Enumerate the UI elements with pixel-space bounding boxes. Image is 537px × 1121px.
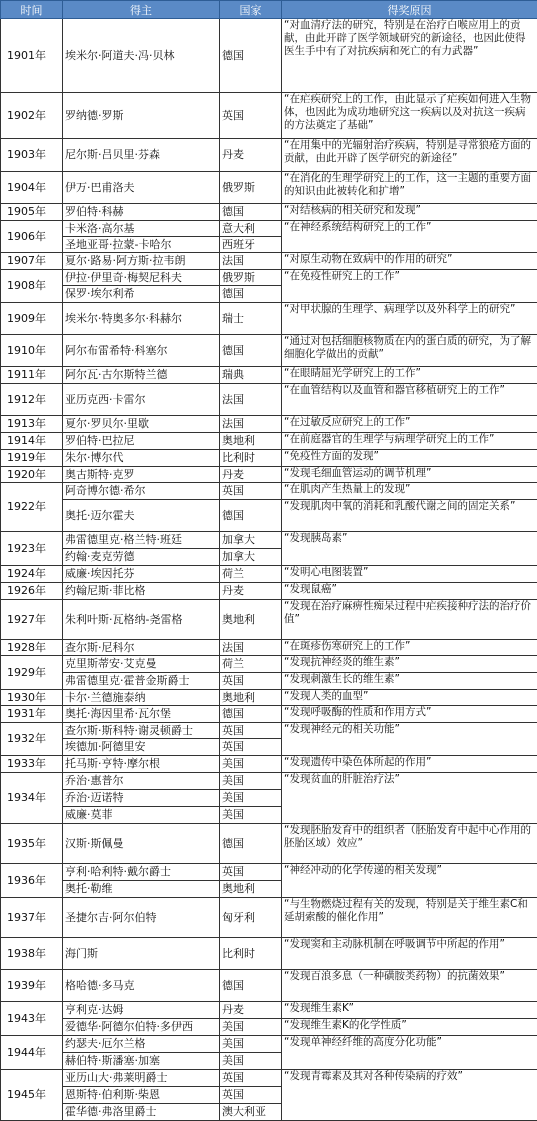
table-row xyxy=(1,139,537,172)
reason-cell: “在免疫性研究上的工作” xyxy=(282,270,537,303)
country-cell: 瑞典 xyxy=(220,367,282,384)
country-cell: 意大利 xyxy=(220,221,282,237)
country-cell: 美国 xyxy=(220,773,282,790)
country-cell: 法国 xyxy=(220,384,282,416)
table-row xyxy=(1,335,537,367)
table-row xyxy=(1,19,537,93)
table-row xyxy=(1,367,537,384)
table-row xyxy=(1,898,537,938)
year-cell: 1920年 xyxy=(1,467,63,483)
reason-cell: “免疫性方面的发现” xyxy=(282,450,537,467)
table-row xyxy=(1,270,537,286)
reason-cell: “发现遗传中染色体所起的作用” xyxy=(282,756,537,773)
year-cell: 1938年 xyxy=(1,938,63,970)
winner-cell: 威廉·埃因托芬 xyxy=(63,566,220,583)
reason-cell: “在过敏反应研究上的工作” xyxy=(282,416,537,433)
winner-cell: 汉斯·斯佩曼 xyxy=(63,824,220,864)
country-cell: 英国 xyxy=(220,1070,282,1087)
country-cell: 瑞士 xyxy=(220,303,282,335)
country-cell: 美国 xyxy=(220,756,282,773)
winner-cell: 罗伯特·巴拉尼 xyxy=(63,433,220,450)
winner-cell: 查尔斯·斯科特·谢灵顿爵士 xyxy=(63,723,220,739)
table-row xyxy=(1,172,537,204)
winner-cell: 亚历克西·卡雷尔 xyxy=(63,384,220,416)
reason-cell: “发现毛细血管运动的调节机理” xyxy=(282,467,537,483)
year-cell: 1937年 xyxy=(1,898,63,938)
table-row xyxy=(1,93,537,139)
table-row xyxy=(1,483,537,500)
country-cell: 奥地利 xyxy=(220,433,282,450)
year-cell: 1906年 xyxy=(1,221,63,253)
winner-cell: 埃米尔·阿道夫·冯·贝林 xyxy=(63,19,220,93)
table-row xyxy=(1,1002,537,1019)
country-cell: 英国 xyxy=(220,93,282,139)
reason-cell: “在用集中的光辐射治疗疾病，特别是寻常狼疮方面的贡献，由此开辟了医学研究的新途径” xyxy=(282,139,537,172)
country-cell: 俄罗斯 xyxy=(220,172,282,204)
table-row xyxy=(1,467,537,483)
winner-cell: 亨利克·达姆 xyxy=(63,1002,220,1019)
country-cell: 美国 xyxy=(220,807,282,824)
country-cell: 美国 xyxy=(220,790,282,807)
country-cell: 德国 xyxy=(220,706,282,723)
winner-cell: 奥古斯特·克罗 xyxy=(63,467,220,483)
table-row xyxy=(1,824,537,864)
country-cell: 西班牙 xyxy=(220,237,282,253)
reason-cell: “发现窦和主动脉机制在呼吸调节中所起的作用” xyxy=(282,938,537,970)
country-cell: 法国 xyxy=(220,640,282,656)
year-cell: 1927年 xyxy=(1,600,63,640)
table-row xyxy=(1,1036,537,1053)
country-cell: 丹麦 xyxy=(220,583,282,600)
winner-cell: 海门斯 xyxy=(63,938,220,970)
country-cell: 澳大利亚 xyxy=(220,1104,282,1121)
table-row xyxy=(1,221,537,237)
reason-cell: “发现百浪多息（一种磺胺类药物）的抗菌效果” xyxy=(282,970,537,1002)
table-row xyxy=(1,970,537,1002)
country-cell: 奥地利 xyxy=(220,690,282,706)
year-cell: 1928年 xyxy=(1,640,63,656)
country-cell: 德国 xyxy=(220,970,282,1002)
winner-cell: 查尔斯·尼科尔 xyxy=(63,640,220,656)
table-row xyxy=(1,1019,537,1036)
header-winner: 得主 xyxy=(63,1,220,19)
reason-cell: “发现贫血的肝脏治疗法” xyxy=(282,773,537,824)
year-cell: 1902年 xyxy=(1,93,63,139)
winner-cell: 保罗·埃尔利希 xyxy=(63,286,220,303)
winner-cell: 格哈德·多马克 xyxy=(63,970,220,1002)
country-cell: 比利时 xyxy=(220,450,282,467)
reason-cell: “在疟疾研究上的工作，由此显示了疟疾如何进入生物体，也因此为成功地研究这一疾病以及对抗这一疾病的方法奠定了基础” xyxy=(282,93,537,139)
country-cell: 美国 xyxy=(220,1053,282,1070)
winner-cell: 约翰·麦克劳德 xyxy=(63,549,220,566)
country-cell: 丹麦 xyxy=(220,139,282,172)
country-cell: 美国 xyxy=(220,1036,282,1053)
year-cell: 1901年 xyxy=(1,19,63,93)
winner-cell: 奥托·勒维 xyxy=(63,881,220,898)
table-row xyxy=(1,773,537,790)
reason-cell: “发现胚胎发育中的组织者（胚胎发育中起中心作用的胚胎区域）效应” xyxy=(282,824,537,864)
reason-cell: “与生物燃烧过程有关的发现，特别是关于维生素C和延胡索酸的催化作用” xyxy=(282,898,537,938)
winner-cell: 罗纳德·罗斯 xyxy=(63,93,220,139)
country-cell: 英国 xyxy=(220,483,282,500)
year-cell: 1929年 xyxy=(1,656,63,690)
winner-cell: 托马斯·亨特·摩尔根 xyxy=(63,756,220,773)
winner-cell: 阿尔瓦·古尔斯特兰德 xyxy=(63,367,220,384)
winner-cell: 爱德华·阿德尔伯特·多伊西 xyxy=(63,1019,220,1036)
table-row xyxy=(1,656,537,673)
table-row xyxy=(1,756,537,773)
year-cell: 1904年 xyxy=(1,172,63,204)
country-cell: 丹麦 xyxy=(220,467,282,483)
winner-cell: 朱尔·博尔代 xyxy=(63,450,220,467)
year-cell: 1934年 xyxy=(1,773,63,824)
winner-cell: 圣捷尔吉·阿尔伯特 xyxy=(63,898,220,938)
winner-cell: 夏尔·罗贝尔·里歇 xyxy=(63,416,220,433)
country-cell: 德国 xyxy=(220,204,282,221)
year-cell: 1914年 xyxy=(1,433,63,450)
reason-cell: “在肌肉产生热量上的发现” xyxy=(282,483,537,500)
winner-cell: 约翰尼斯·菲比格 xyxy=(63,583,220,600)
table-row xyxy=(1,303,537,335)
table-row xyxy=(1,600,537,640)
year-cell: 1910年 xyxy=(1,335,63,367)
year-cell: 1912年 xyxy=(1,384,63,416)
year-cell: 1945年 xyxy=(1,1070,63,1121)
country-cell: 法国 xyxy=(220,416,282,433)
table-row xyxy=(1,938,537,970)
header-year: 时间 xyxy=(1,1,63,19)
country-cell: 德国 xyxy=(220,286,282,303)
table-body xyxy=(1,19,537,1121)
reason-cell: “发现肌肉中氧的消耗和乳酸代谢之间的固定关系” xyxy=(282,500,537,532)
country-cell: 奥地利 xyxy=(220,881,282,898)
winner-cell: 卡米洛·高尔基 xyxy=(63,221,220,237)
year-cell: 1905年 xyxy=(1,204,63,221)
reason-cell: “发现鼠癌” xyxy=(282,583,537,600)
winner-cell: 卡尔·兰德施泰纳 xyxy=(63,690,220,706)
winner-cell: 乔治·迈诺特 xyxy=(63,790,220,807)
year-cell: 1922年 xyxy=(1,483,63,532)
table-row xyxy=(1,566,537,583)
winner-cell: 弗雷德里克·霍普金斯爵士 xyxy=(63,673,220,690)
country-cell: 荷兰 xyxy=(220,566,282,583)
table-row xyxy=(1,583,537,600)
reason-cell: “发现神经元的相关功能” xyxy=(282,723,537,756)
country-cell: 匈牙利 xyxy=(220,898,282,938)
country-cell: 德国 xyxy=(220,500,282,532)
winner-cell: 霍华德·弗洛里爵士 xyxy=(63,1104,220,1121)
country-cell: 奥地利 xyxy=(220,600,282,640)
reason-cell: “在消化的生理学研究上的工作，这一主题的重要方面的知识由此被转化和扩增” xyxy=(282,172,537,204)
winner-cell: 赫伯特·斯潘塞·加塞 xyxy=(63,1053,220,1070)
winner-cell: 亨利·哈利特·戴尔爵士 xyxy=(63,864,220,881)
country-cell: 英国 xyxy=(220,1087,282,1104)
year-cell: 1911年 xyxy=(1,367,63,384)
header-row xyxy=(1,1,537,19)
country-cell: 德国 xyxy=(220,19,282,93)
reason-cell: “发现单神经纤维的高度分化功能” xyxy=(282,1036,537,1070)
table-row xyxy=(1,690,537,706)
year-cell: 1913年 xyxy=(1,416,63,433)
country-cell: 加拿大 xyxy=(220,532,282,549)
country-cell: 俄罗斯 xyxy=(220,270,282,286)
winner-cell: 圣地亚哥·拉蒙-卡哈尔 xyxy=(63,237,220,253)
year-cell: 1931年 xyxy=(1,706,63,723)
country-cell: 英国 xyxy=(220,739,282,756)
winner-cell: 罗伯特·科赫 xyxy=(63,204,220,221)
year-cell: 1903年 xyxy=(1,139,63,172)
table-row xyxy=(1,416,537,433)
winner-cell: 埃米尔·特奥多尔·科赫尔 xyxy=(63,303,220,335)
winner-cell: 恩斯特·伯利斯·柴恩 xyxy=(63,1087,220,1104)
winner-cell: 夏尔·路易·阿方斯·拉韦朗 xyxy=(63,253,220,270)
year-cell: 1944年 xyxy=(1,1036,63,1070)
table-row xyxy=(1,1070,537,1087)
reason-cell: “发现在治疗麻痹性痴呆过程中疟疾接种疗法的治疗价值” xyxy=(282,600,537,640)
table-row xyxy=(1,500,537,532)
reason-cell: “神经冲动的化学传递的相关发现” xyxy=(282,864,537,898)
country-cell: 英国 xyxy=(220,864,282,881)
table-row xyxy=(1,706,537,723)
reason-cell: “发现维生素K” xyxy=(282,1002,537,1019)
winner-cell: 弗雷德里克·格兰特·班廷 xyxy=(63,532,220,549)
year-cell: 1936年 xyxy=(1,864,63,898)
country-cell: 加拿大 xyxy=(220,549,282,566)
year-cell: 1935年 xyxy=(1,824,63,864)
year-cell: 1932年 xyxy=(1,723,63,756)
year-cell: 1908年 xyxy=(1,270,63,303)
winner-cell: 阿尔布雷希特·科塞尔 xyxy=(63,335,220,367)
reason-cell: “对血清疗法的研究，特别是在治疗白喉应用上的贡献，由此开辟了医学领域研究的新途径，也因此使得医生手中有了对抗疾病和死亡的有力武器” xyxy=(282,19,537,93)
reason-cell: “在前庭器官的生理学与病理学研究上的工作” xyxy=(282,433,537,450)
year-cell: 1909年 xyxy=(1,303,63,335)
country-cell: 法国 xyxy=(220,253,282,270)
reason-cell: “在眼睛屈光学研究上的工作” xyxy=(282,367,537,384)
reason-cell: “在神经系统结构研究上的工作” xyxy=(282,221,537,253)
country-cell: 英国 xyxy=(220,673,282,690)
table-row xyxy=(1,433,537,450)
winner-cell: 阿奇博尔德·希尔 xyxy=(63,483,220,500)
table-row xyxy=(1,253,537,270)
reason-cell: “发明心电图装置” xyxy=(282,566,537,583)
year-cell: 1933年 xyxy=(1,756,63,773)
winner-cell: 威廉·莫菲 xyxy=(63,807,220,824)
table-row xyxy=(1,640,537,656)
reason-cell: “在血管结构以及血管和器官移植研究上的工作” xyxy=(282,384,537,416)
reason-cell: “对甲状腺的生理学、病理学以及外科学上的研究” xyxy=(282,303,537,335)
reason-cell: “发现刺激生长的维生素” xyxy=(282,673,537,690)
winner-cell: 乔治·惠普尔 xyxy=(63,773,220,790)
year-cell: 1919年 xyxy=(1,450,63,467)
country-cell: 德国 xyxy=(220,335,282,367)
year-cell: 1939年 xyxy=(1,970,63,1002)
reason-cell: “发现人类的血型” xyxy=(282,690,537,706)
year-cell: 1923年 xyxy=(1,532,63,566)
winner-cell: 约瑟夫·厄尔兰格 xyxy=(63,1036,220,1053)
reason-cell: “通过对包括细胞核物质在内的蛋白质的研究，为了解细胞化学做出的贡献” xyxy=(282,335,537,367)
winner-cell: 奥托·海因里希·瓦尔堡 xyxy=(63,706,220,723)
year-cell: 1924年 xyxy=(1,566,63,583)
reason-cell: “发现青霉素及其对各种传染病的疗效” xyxy=(282,1070,537,1121)
reason-cell: “发现胰岛素” xyxy=(282,532,537,566)
winner-cell: 伊万·巴甫洛夫 xyxy=(63,172,220,204)
winner-cell: 亚历山大·弗莱明爵士 xyxy=(63,1070,220,1087)
country-cell: 美国 xyxy=(220,1019,282,1036)
country-cell: 荷兰 xyxy=(220,656,282,673)
winner-cell: 伊拉·伊里奇·梅契尼科夫 xyxy=(63,270,220,286)
table-row xyxy=(1,450,537,467)
table-row xyxy=(1,384,537,416)
table-row xyxy=(1,204,537,221)
header-country: 国家 xyxy=(220,1,282,19)
reason-cell: “发现呼吸酶的性质和作用方式” xyxy=(282,706,537,723)
table-row xyxy=(1,532,537,549)
table-row xyxy=(1,673,537,690)
reason-cell: “发现抗神经炎的维生素” xyxy=(282,656,537,673)
reason-cell: “对原生动物在致病中的作用的研究” xyxy=(282,253,537,270)
reason-cell: “对结核病的相关研究和发现” xyxy=(282,204,537,221)
country-cell: 丹麦 xyxy=(220,1002,282,1019)
year-cell: 1930年 xyxy=(1,690,63,706)
header-reason: 得奖原因 xyxy=(282,1,537,19)
reason-cell: “在斑疹伤寒研究上的工作” xyxy=(282,640,537,656)
winner-cell: 埃德加·阿德里安 xyxy=(63,739,220,756)
reason-cell: “发现维生素K的化学性质” xyxy=(282,1019,537,1036)
winner-cell: 朱利叶斯·瓦格纳-尧雷格 xyxy=(63,600,220,640)
year-cell: 1926年 xyxy=(1,583,63,600)
winner-cell: 奥托·迈尔霍夫 xyxy=(63,500,220,532)
winner-cell: 尼尔斯·吕贝里·芬森 xyxy=(63,139,220,172)
table-row xyxy=(1,723,537,739)
winner-cell: 克里斯蒂安·艾克曼 xyxy=(63,656,220,673)
table-row xyxy=(1,864,537,881)
country-cell: 英国 xyxy=(220,723,282,739)
year-cell: 1907年 xyxy=(1,253,63,270)
country-cell: 德国 xyxy=(220,824,282,864)
country-cell: 比利时 xyxy=(220,938,282,970)
year-cell: 1943年 xyxy=(1,1002,63,1036)
